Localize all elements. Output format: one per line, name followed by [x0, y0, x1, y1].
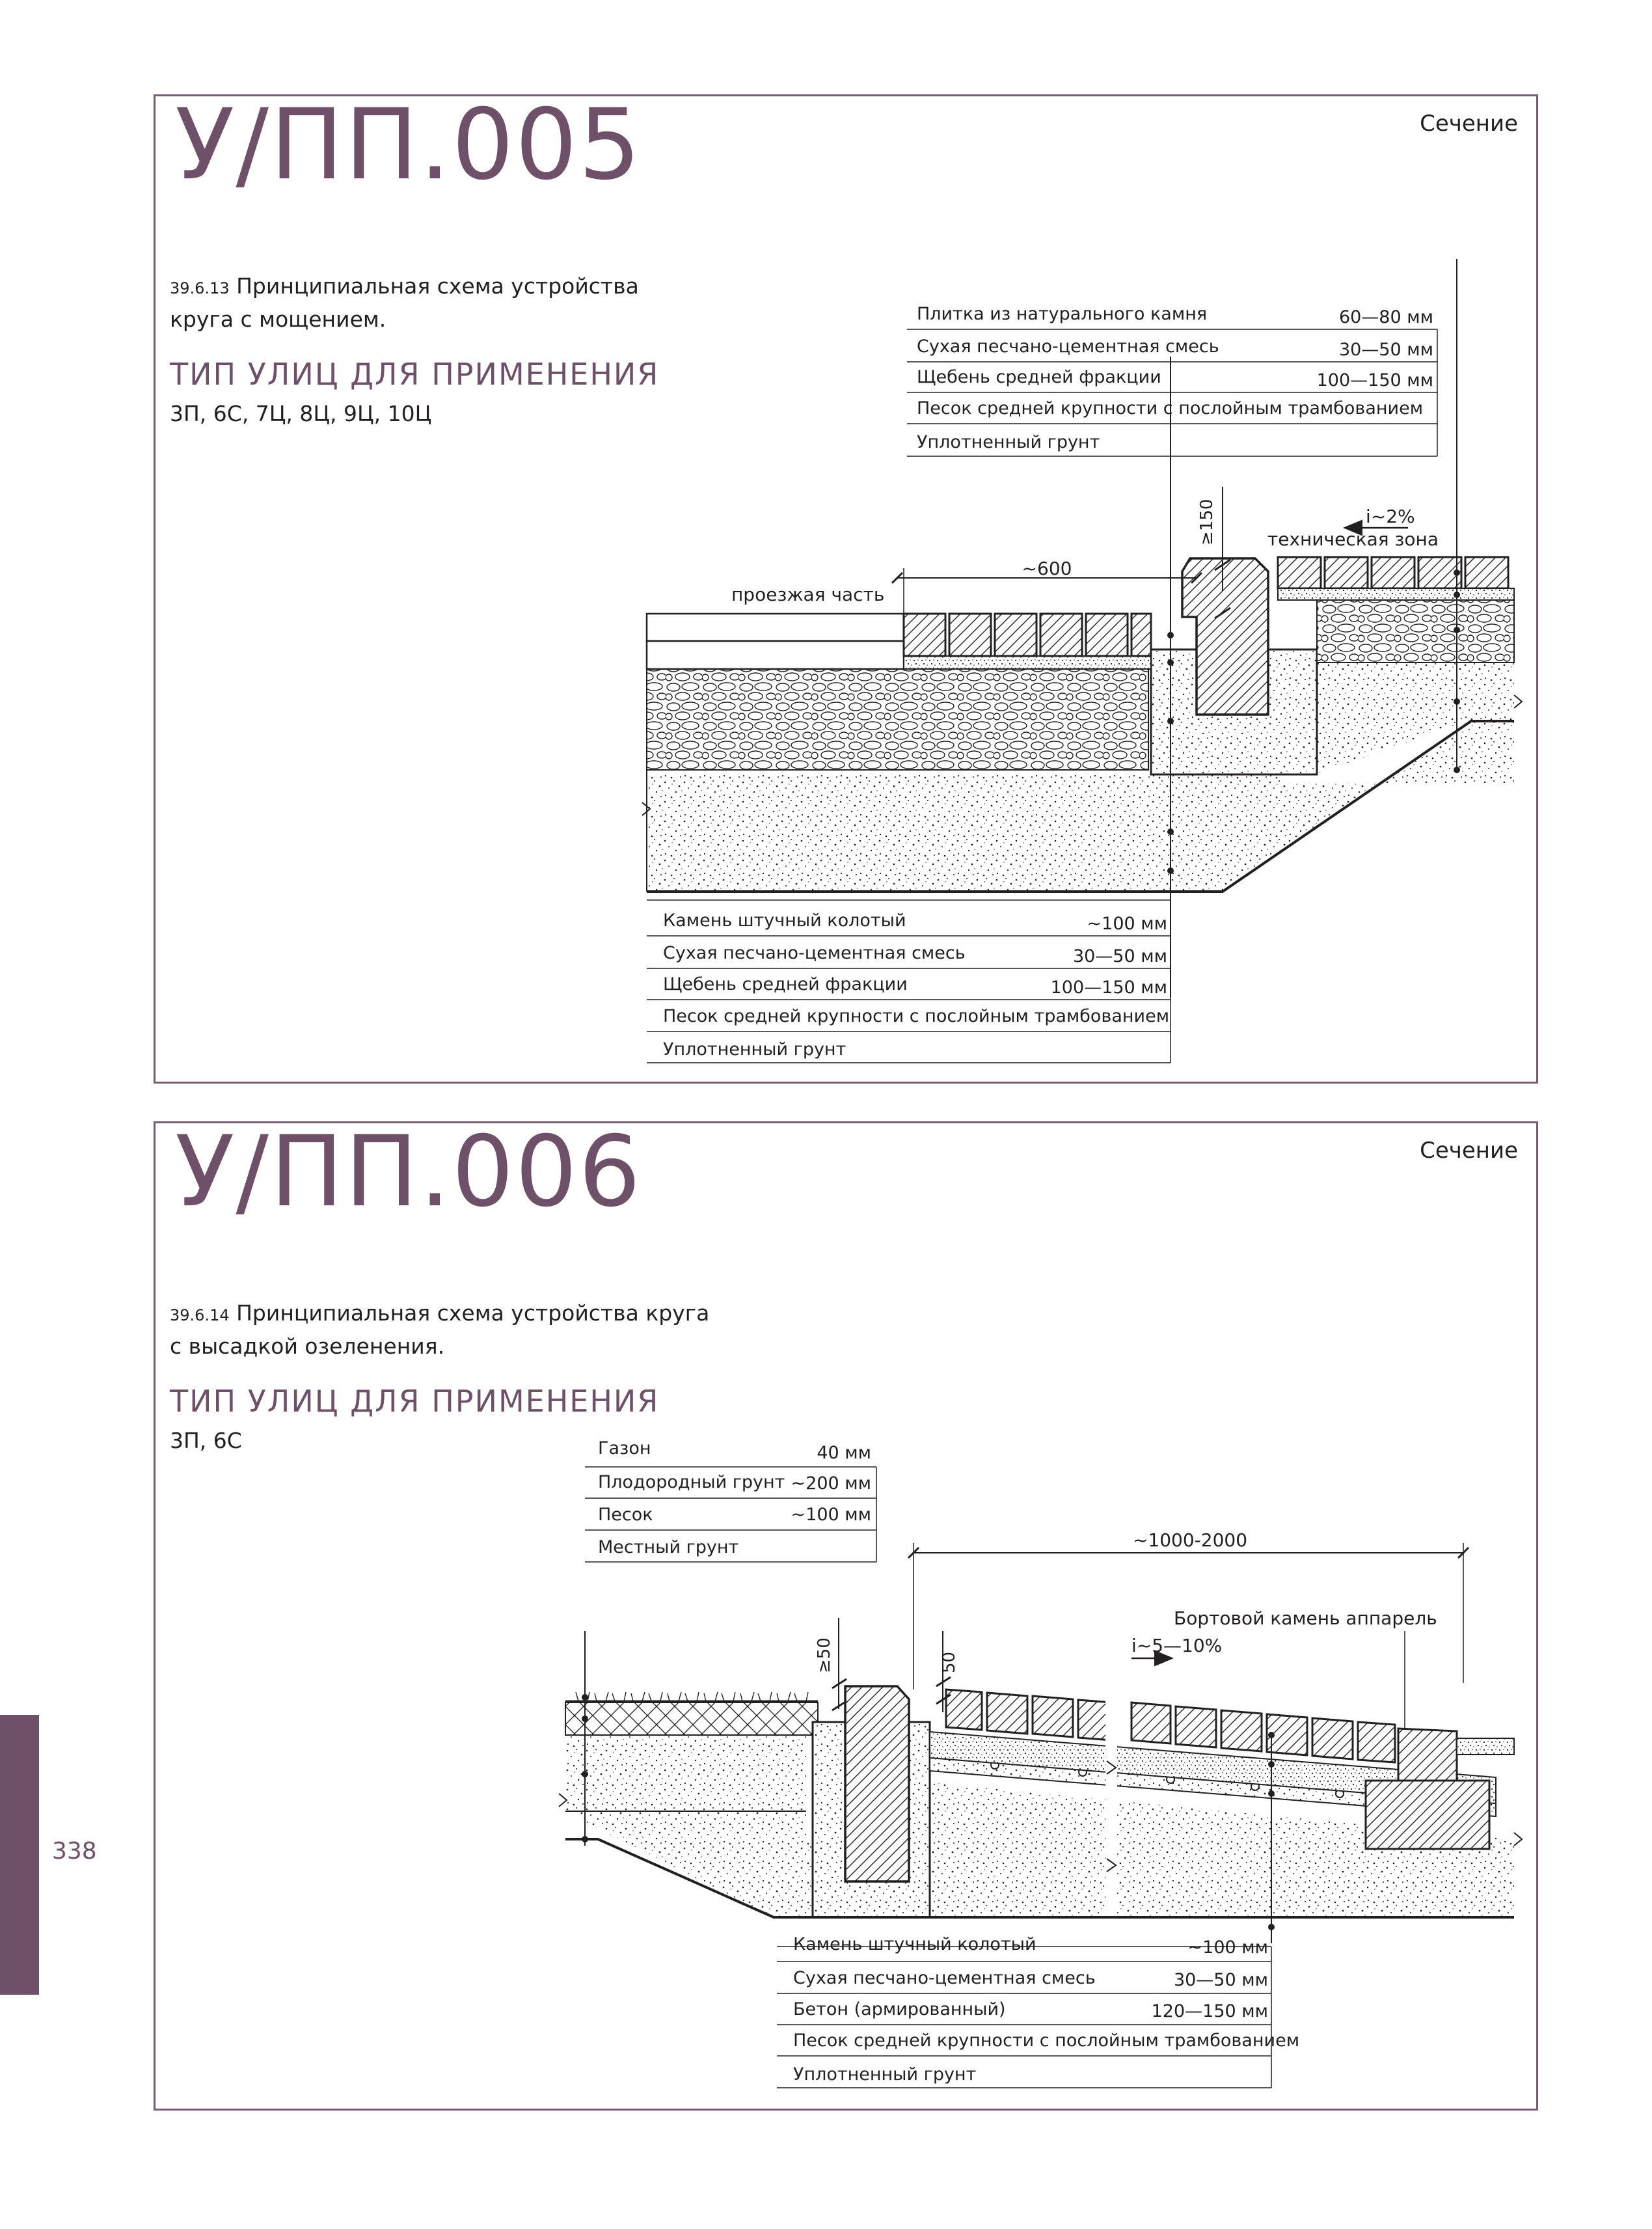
legend-top-label-2: Плодородный грунт [598, 1472, 785, 1492]
dimension-width-label: ~600 [1022, 558, 1072, 579]
legend-bottom-label-1: Камень штучный колотый [793, 1934, 1036, 1954]
legend-bottom-value-1: ~100 мм [1187, 1937, 1268, 1958]
fertile-soil-layer [565, 1703, 818, 1735]
drawing-panel-upp006 [154, 1115, 1538, 2111]
legend-top-label-4: Местный грунт [598, 1537, 739, 1557]
legend-bottom-label-5: Уплотненный грунт [793, 2064, 977, 2085]
gravel-layer-left [647, 669, 1148, 770]
legend-bottom-label-1: Камень штучный колотый [663, 910, 906, 931]
drawing-panel-upp005 [154, 89, 1538, 1084]
chipped-stone-row [904, 614, 1151, 656]
description-line-2: с высадкой озеленения. [170, 1333, 445, 1359]
cross-section-drawing [156, 89, 1540, 1086]
legend-top [585, 1438, 876, 1562]
legend-top-value-1: 60—80 мм [1338, 307, 1433, 327]
legend-bottom-value-2: 30—50 мм [1072, 946, 1167, 966]
break-mark-right [1514, 1833, 1522, 1846]
street-type-heading: ТИП УЛИЦ ДЛЯ ПРИМЕНЕНИЯ [170, 1384, 660, 1419]
legend-bottom-label-2: Сухая песчано-цементная смесь [663, 943, 966, 963]
legend-top-value-1: 40 мм [817, 1443, 871, 1463]
cross-section-drawing [156, 1115, 1540, 2113]
description-number: 39.6.13 [170, 279, 230, 297]
dimension-width-label: ~1000-2000 [1132, 1529, 1248, 1551]
tech-zone-label: техническая зона [1267, 528, 1439, 550]
page-number: 338 [52, 1838, 97, 1865]
street-type-heading: ТИП УЛИЦ ДЛЯ ПРИМЕНЕНИЯ [170, 357, 660, 392]
side-tab [0, 1715, 39, 1995]
legend-bottom-value-1: ~100 мм [1087, 914, 1167, 934]
panel-code: У/ПП.006 [175, 1115, 642, 1229]
legend-top [907, 304, 1437, 456]
legend-top-label-3: Щебень средней фракции [917, 367, 1161, 387]
ramp-curb-stone [1398, 1729, 1457, 1781]
legend-bottom-value-3: 120—150 мм [1151, 2001, 1268, 2021]
dimension-50-label: 50 [940, 1651, 959, 1673]
right-pavement-layer [1457, 1738, 1514, 1755]
description-line-2: круга с мощением. [170, 307, 386, 332]
legend-top-value-3: ~100 мм [791, 1505, 871, 1525]
legend-bottom [777, 1934, 1299, 2088]
description-number: 39.6.14 [170, 1306, 230, 1324]
legend-top-label-1: Плитка из натурального камня [917, 304, 1208, 324]
dimension-height-label: ≥150 [1197, 499, 1217, 545]
legend-bottom-label-3: Бетон (армированный) [793, 1999, 1006, 2019]
dimension-height-label: ≥50 [815, 1637, 834, 1673]
legend-bottom-label-5: Уплотненный грунт [663, 1039, 846, 1060]
legend-bottom-value-2: 30—50 мм [1173, 1970, 1268, 1990]
asphalt-top-layer [647, 614, 904, 641]
street-type-codes: 3П, 6С, 7Ц, 8Ц, 9Ц, 10Ц [170, 401, 432, 426]
panel-code: У/ПП.005 [175, 89, 642, 202]
legend-top-label-5: Уплотненный грунт [917, 432, 1100, 452]
ramp-curb-foundation [1366, 1781, 1489, 1849]
legend-top-value-2: 30—50 мм [1338, 340, 1433, 360]
tech-zone-sand-bed [1278, 588, 1514, 600]
legend-bottom [647, 900, 1171, 1063]
sand-cement-bed-left [904, 656, 1151, 669]
curb-stone-left [845, 1686, 909, 1881]
ramp-curb-label: Бортовой камень аппарель [1174, 1607, 1437, 1629]
legend-top-value-2: ~200 мм [791, 1473, 871, 1494]
tech-zone-gravel [1317, 600, 1514, 663]
legend-bottom-label-4: Песок средней крупности с послойным трамбованием [793, 2031, 1300, 2051]
slope-label: i~5—10% [1131, 1635, 1223, 1656]
legend-bottom-label-4: Песок средней крупности с послойным трамбованием [663, 1006, 1170, 1026]
legend-bottom-value-3: 100—150 мм [1050, 978, 1167, 998]
asphalt-base-layer [647, 641, 904, 669]
legend-top-label-4: Песок средней крупности с послойным трамбованием [917, 398, 1424, 418]
street-type-codes: 3П, 6С [170, 1428, 242, 1453]
slope-label: i~2% [1366, 506, 1415, 527]
sand-layer-left [565, 1735, 806, 1812]
section-label: Сечение [1420, 111, 1518, 137]
grass-strokes [576, 1692, 808, 1701]
legend-top-label-2: Сухая песчано-цементная смесь [917, 336, 1219, 357]
section-label: Сечение [1420, 1138, 1518, 1164]
description-line-1: Принципиальная схема устройства [236, 273, 639, 299]
description-line-1: Принципиальная схема устройства круга [236, 1300, 710, 1326]
legend-top-value-3: 100—150 мм [1316, 370, 1433, 390]
carriageway-label: проезжая часть [731, 584, 885, 605]
legend-top-label-3: Песок [598, 1505, 653, 1525]
legend-top-label-1: Газон [598, 1438, 651, 1458]
break-mark-right [1514, 695, 1522, 708]
legend-bottom-label-2: Сухая песчано-цементная смесь [793, 1968, 1096, 1988]
legend-bottom-label-3: Щебень средней фракции [663, 974, 908, 994]
section-break-gap [1105, 1689, 1117, 1937]
tech-zone-tiles [1278, 557, 1508, 588]
